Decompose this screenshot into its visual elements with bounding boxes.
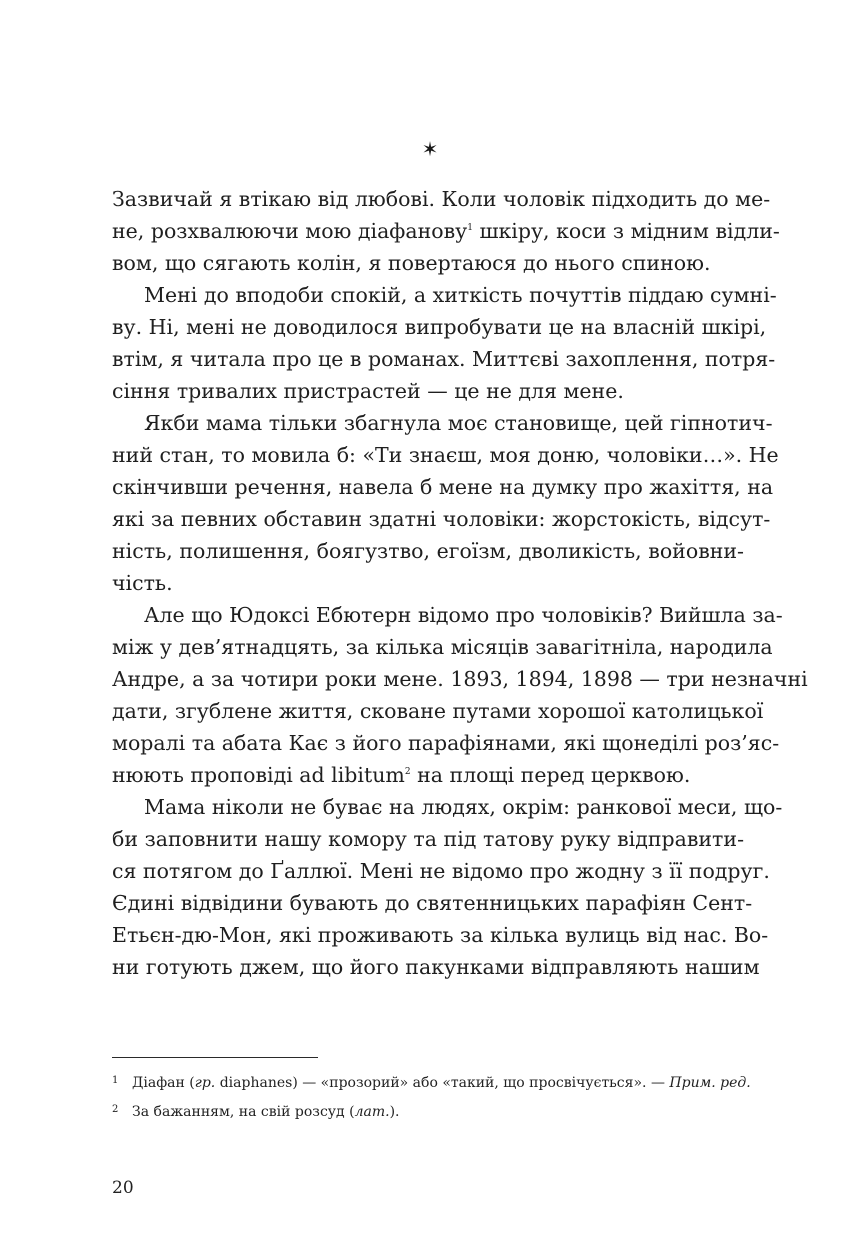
text-line: Єдині відвідини бувають до святенницьких парафіян Сент- <box>112 891 753 915</box>
footnote-2 <box>112 1099 752 1123</box>
text-line: вом, що сягають колін, я повертаюся до нього спиною. <box>112 251 711 275</box>
text-line: Зазвичай я втікаю від любові. Коли чоловік підходить до ме- <box>112 187 771 211</box>
text-line: не, розхвалюючи мою діафанову$^1$ шкіру, коси з мідним відли- <box>112 219 780 243</box>
section-ornament: ✶ <box>421 137 439 161</box>
text-line: втім, я читала про це в романах. Миттєві захоплення, потря- <box>112 347 776 371</box>
text-line: ний стан, то мовила б: «Ти знаєш, моя доню, чоловіки…». Не <box>112 443 779 467</box>
text-line: ни готують джем, що його пакунками відправляють нашим <box>112 955 760 979</box>
text-line: Етьєн-дю-Мон, які проживають за кілька вулиць від нас. Во- <box>112 923 769 947</box>
text-line: Якби мама тільки збагнула моє становище, цей гіпнотич- <box>144 411 773 435</box>
body-text <box>112 183 808 983</box>
text-line: Андре, а за чотири роки мене. 1893, 1894, 1898 — три незначні <box>112 667 808 691</box>
footnote-marker: 2 <box>404 767 411 777</box>
text-line: чість. <box>112 571 173 595</box>
footnote-divider <box>112 1057 318 1058</box>
text-line: ву. Ні, мені не доводилося випробувати це на власній шкірі, <box>112 315 767 339</box>
paragraph <box>112 279 777 407</box>
text-line: би заповнити нашу комору та під татову руку відправити- <box>112 827 744 851</box>
text-line: Мама ніколи не буває на людях, окрім: ранкової меси, що- <box>144 795 783 819</box>
paragraph <box>112 183 780 279</box>
text-line: нюють проповіді ad libitum$^2$ на площі перед церквою. <box>112 763 691 787</box>
text-line: ність, полишення, боягузтво, егоїзм, дволикість, войовни- <box>112 539 744 563</box>
footnote-number: 1 <box>112 1075 119 1086</box>
footnote-1 <box>112 1070 752 1094</box>
footnote-marker: 1 <box>467 223 473 233</box>
text-line: які за певних обставин здатні чоловіки: жорстокість, відсут- <box>112 507 771 531</box>
text-line: Але що Юдоксі Ебютерн відомо про чоловіків? Вийшла за- <box>144 603 783 627</box>
text-line: скінчивши речення, навела б мене на думку про жахіття, на <box>112 475 774 499</box>
paragraph <box>112 407 779 599</box>
paragraph <box>112 791 783 983</box>
text-line: ся потягом до Ґаллюї. Мені не відомо про жодну з її подруг. <box>112 859 770 883</box>
paragraph <box>112 599 808 791</box>
text-line: Мені до вподоби спокій, а хиткість почуттів піддаю сумні- <box>144 283 777 307</box>
text-line: сіння тривалих пристрастей — це не для мене. <box>112 379 624 403</box>
text-line: дати, згублене життя, сковане путами хорошої католицької <box>112 699 764 723</box>
text-line: моралі та абата Кає з його парафіянами, які щонеділі роз’яс- <box>112 731 780 755</box>
text-line: між у дев’ятнадцять, за кілька місяців завагітніла, народила <box>112 635 773 659</box>
page-number: 20 <box>112 1178 134 1198</box>
footnote-text: Діафан (гр. diaphanes) — «прозорий» або «такий, що просвічується». — Прим. ред. <box>132 1075 751 1091</box>
footnote-number: 2 <box>112 1104 119 1115</box>
footnote-text: За бажанням, на свій розсуд (лат.). <box>132 1104 400 1120</box>
